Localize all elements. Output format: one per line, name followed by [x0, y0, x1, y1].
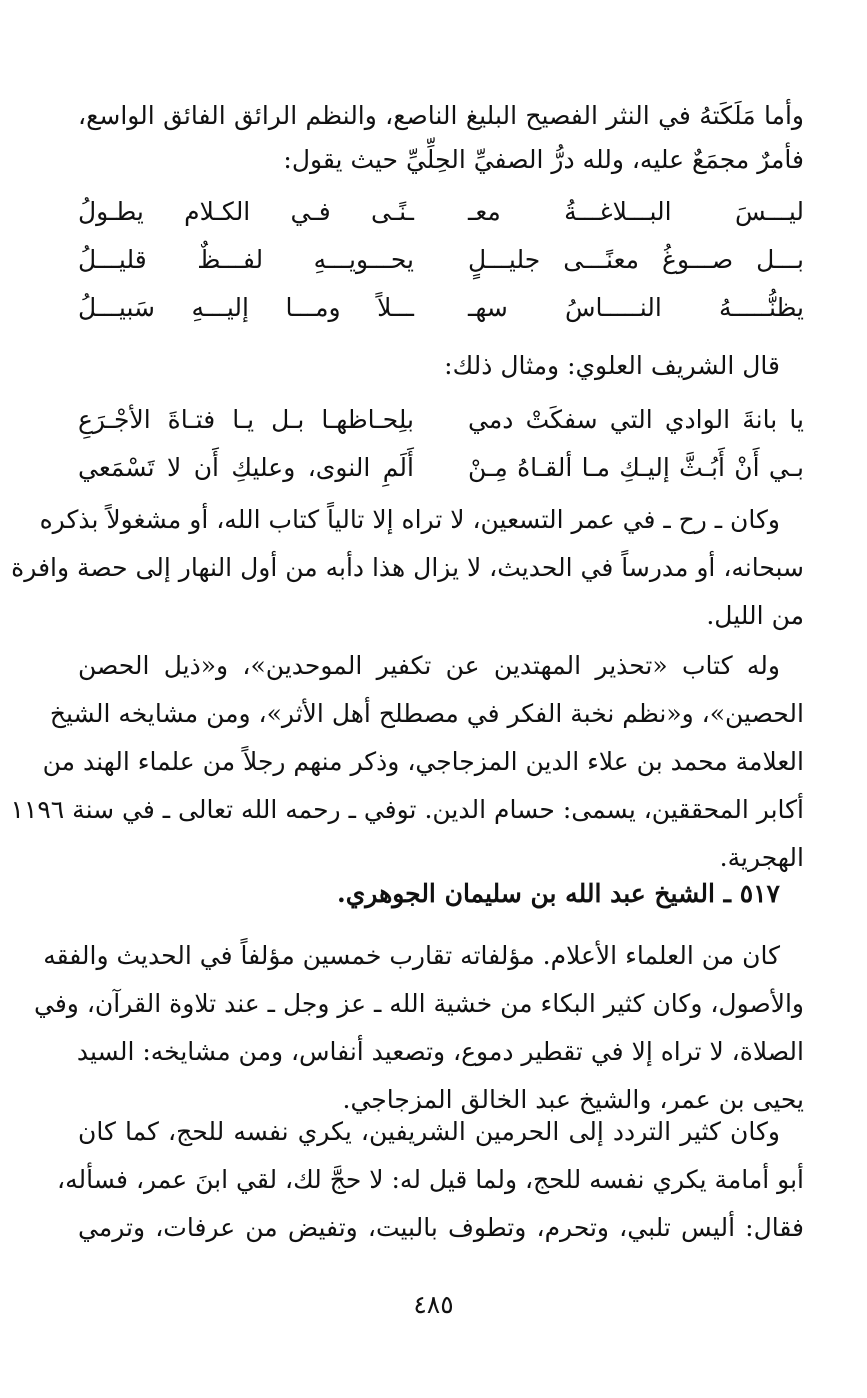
text-line: أكابر المحققين، يسمى: حسام الدين. توفي ـ رحمه الله تعالى ـ في سنة ١١٩٦ [10, 795, 804, 824]
verse [78, 282, 804, 334]
text-line: والأصول، وكان كثير البكاء من خشية الله ـ عز وجل ـ عند تلاوة القرآن، وفي [34, 989, 804, 1018]
text-line: فقال: أليس تلبي، وتحرم، وتطوف بالبيت، وتفيض من عرفات، وترمي [78, 1213, 804, 1242]
text-line: قال الشريف العلوي: ومثال ذلك: [444, 351, 780, 380]
verse-second-hemistich: يحـــويـــهِ لفـــظٌ قليـــلُ [78, 245, 414, 274]
verse-first-hemistich: ليـــسَ البـــلاغـــةُ معـ [468, 197, 804, 226]
verse [78, 394, 804, 446]
paragraph-works [10, 640, 804, 880]
verse-second-hemistich: بلِحـاظهـا بـل يـا فتـاةَ الأجْـرَعِ [78, 405, 414, 434]
paragraph-devotion [11, 494, 804, 644]
text-line: فأمرٌ مجمَعٌ عليه، ولله درُّ الصفيِّ الحِلِّيِّ حيث يقول: [283, 145, 804, 174]
poem-alawi [78, 394, 804, 494]
text-line: أبو أمامة يكري نفسه للحج، ولما قيل له: لا حجَّ لك، لقي ابنَ عمر، فسأله، [57, 1165, 804, 1194]
entry-heading: ٥١٧ ـ الشيخ عبد الله بن سليمان الجوهري. [337, 879, 780, 908]
paragraph-biography [34, 930, 804, 1130]
verse-first-hemistich: بـــل صـــوغُ معنًـــى جليـــلٍ [468, 245, 804, 274]
verse [78, 234, 804, 286]
text-line: وله كتاب «تحذير المهتدين عن تكفير الموحدين»، و«ذيل الحصن [78, 651, 780, 680]
entry-517 [78, 868, 804, 920]
verse-first-hemistich: بـي أَنْ أَبُـثَّ إليـكِ مـا ألقـاهُ مِـنْ [468, 453, 804, 482]
text-line: الحصين»، و«نظم نخبة الفكر في مصطلح أهل الأثر»، ومن مشايخه الشيخ [49, 699, 804, 728]
text-line: الصلاة، لا تراه إلا في تقطير دموع، وتصعيد أنفاس، ومن مشايخه: السيد [76, 1037, 804, 1066]
verse [78, 442, 804, 494]
text-line: كان من العلماء الأعلام. مؤلفاته تقارب خمسين مؤلفاً في الحديث والفقه [43, 941, 780, 970]
verse-second-hemistich: ـنًـى فـي الكـلام يطـولُ [78, 197, 414, 226]
verse-second-hemistich: أَلَمِ النوى، وعليكِ أَن لا تَسْمَعي [78, 453, 414, 482]
intro-alawi [78, 340, 804, 392]
verse-second-hemistich: ـــلاً ومـــا إليـــهِ سَبيـــلُ [78, 293, 414, 322]
poem-eloquence [78, 186, 804, 336]
verse [78, 186, 804, 238]
text-line: العلامة محمد بن علاء الدين المزجاجي، وذكر منهم رجلاً من علماء الهند من [42, 747, 804, 776]
text-line: من الليل. [706, 601, 804, 630]
verse-first-hemistich: يظنُّـــــهُ النـــــاسُ سهـ [468, 293, 804, 322]
verse-first-hemistich: يا بانةَ الوادي التي سفكَتْ دمي [468, 405, 804, 434]
paragraph-hajj [57, 1106, 804, 1256]
page-number: ٤٨٥ [413, 1290, 454, 1319]
text-line: سبحانه، أو مدرساً في الحديث، لا يزال هذا دأبه من أول النهار إلى حصة وافرة [11, 553, 804, 582]
text-line: وأما مَلَكَتهُ في النثر الفصيح البليغ الناصع، والنظم الرائق الفائق الواسع، [78, 101, 804, 130]
text-line: يحيى بن عمر، والشيخ عبد الخالق المزجاجي. [342, 1085, 804, 1114]
paragraph-mastery [78, 90, 804, 200]
text-line: وكان ـ رح ـ في عمر التسعين، لا تراه إلا تالياً كتاب الله، أو مشغولاً بذكره [39, 505, 780, 534]
text-line: وكان كثير التردد إلى الحرمين الشريفين، يكري نفسه للحج، كما كان [78, 1117, 780, 1146]
text-line: الهجرية. [719, 843, 804, 872]
